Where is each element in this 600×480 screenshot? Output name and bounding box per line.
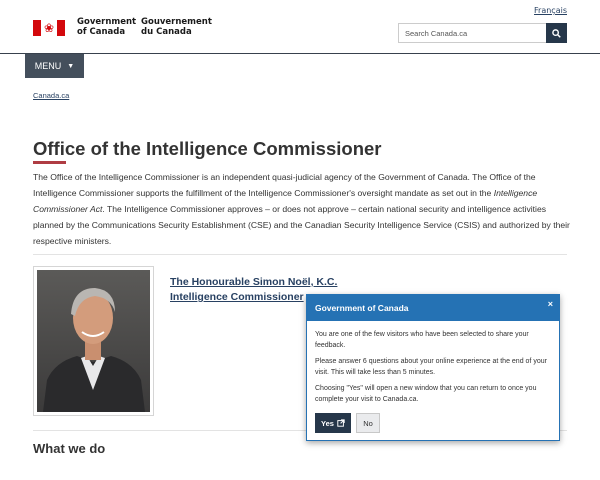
commissioner-name-link[interactable]: The Honourable Simon Noël, K.C. [170,276,338,288]
canada-flag [33,20,65,36]
maple-leaf-icon: ❀ [41,20,57,36]
chevron-down-icon: ▼ [67,62,75,70]
external-link-icon [337,419,345,427]
what-we-do-heading: What we do [33,441,106,456]
intro-paragraph: The Office of the Intelligence Commissioner is an independent quasi-judicial agency of the Government of Canada. The Office of the Intelligence Commissioner supports the fulfillment of the Intelligence Commissioner's oversight mandate as set out in the Intelligence Commissioner Act. The Intelligence Commissioner approves – or does not approve – certain national security and intelligence activities planned by the Communications Security Establishment (CSE) and the Canadian Security Intelligence Service (CSIS) and authorized by their respective ministers. [33,172,570,246]
menu-button[interactable] [25,54,84,78]
section-divider [33,254,567,255]
feedback-survey-dialog [306,294,560,441]
menu-label: MENU [34,61,62,71]
dialog-header [307,295,559,321]
breadcrumb-home[interactable]: Canada.ca [33,91,70,100]
search-icon [552,29,561,38]
site-search [398,23,567,43]
title-accent-bar [33,161,66,164]
close-icon[interactable]: × [547,299,553,309]
search-button[interactable] [546,23,567,43]
dialog-actions [315,413,380,433]
commissioner-role-link[interactable]: Intelligence Commissioner [170,291,304,303]
commissioner-portrait [33,266,154,416]
language-toggle-link[interactable]: Français [534,6,567,15]
dialog-text-1: You are one of the few visitors who have been selected to share your feedback. [315,331,529,349]
government-signature[interactable] [33,18,211,37]
act-name: Intelligence Commissioner Act [33,188,538,214]
dialog-text-2: Please answer 6 questions about your online experience at the end of your visit. This will take less than 5 minutes. [315,358,547,376]
yes-button[interactable] [315,413,351,433]
page-title: Office of the Intelligence Commissioner [33,138,382,159]
signature-french: Gouvernement du Canada [141,17,212,37]
signature-english: Government of Canada [77,17,137,37]
dialog-body [307,321,559,405]
header-divider [0,53,600,54]
yes-label: Yes [321,418,334,428]
dialog-title: Government of Canada [315,303,409,313]
portrait-image [37,270,150,412]
search-input[interactable] [398,23,546,43]
no-button[interactable]: No [356,413,380,433]
dialog-text-3: Choosing "Yes" will open a new window that you can return to once you complete your visit to Canada.ca. [315,385,537,403]
